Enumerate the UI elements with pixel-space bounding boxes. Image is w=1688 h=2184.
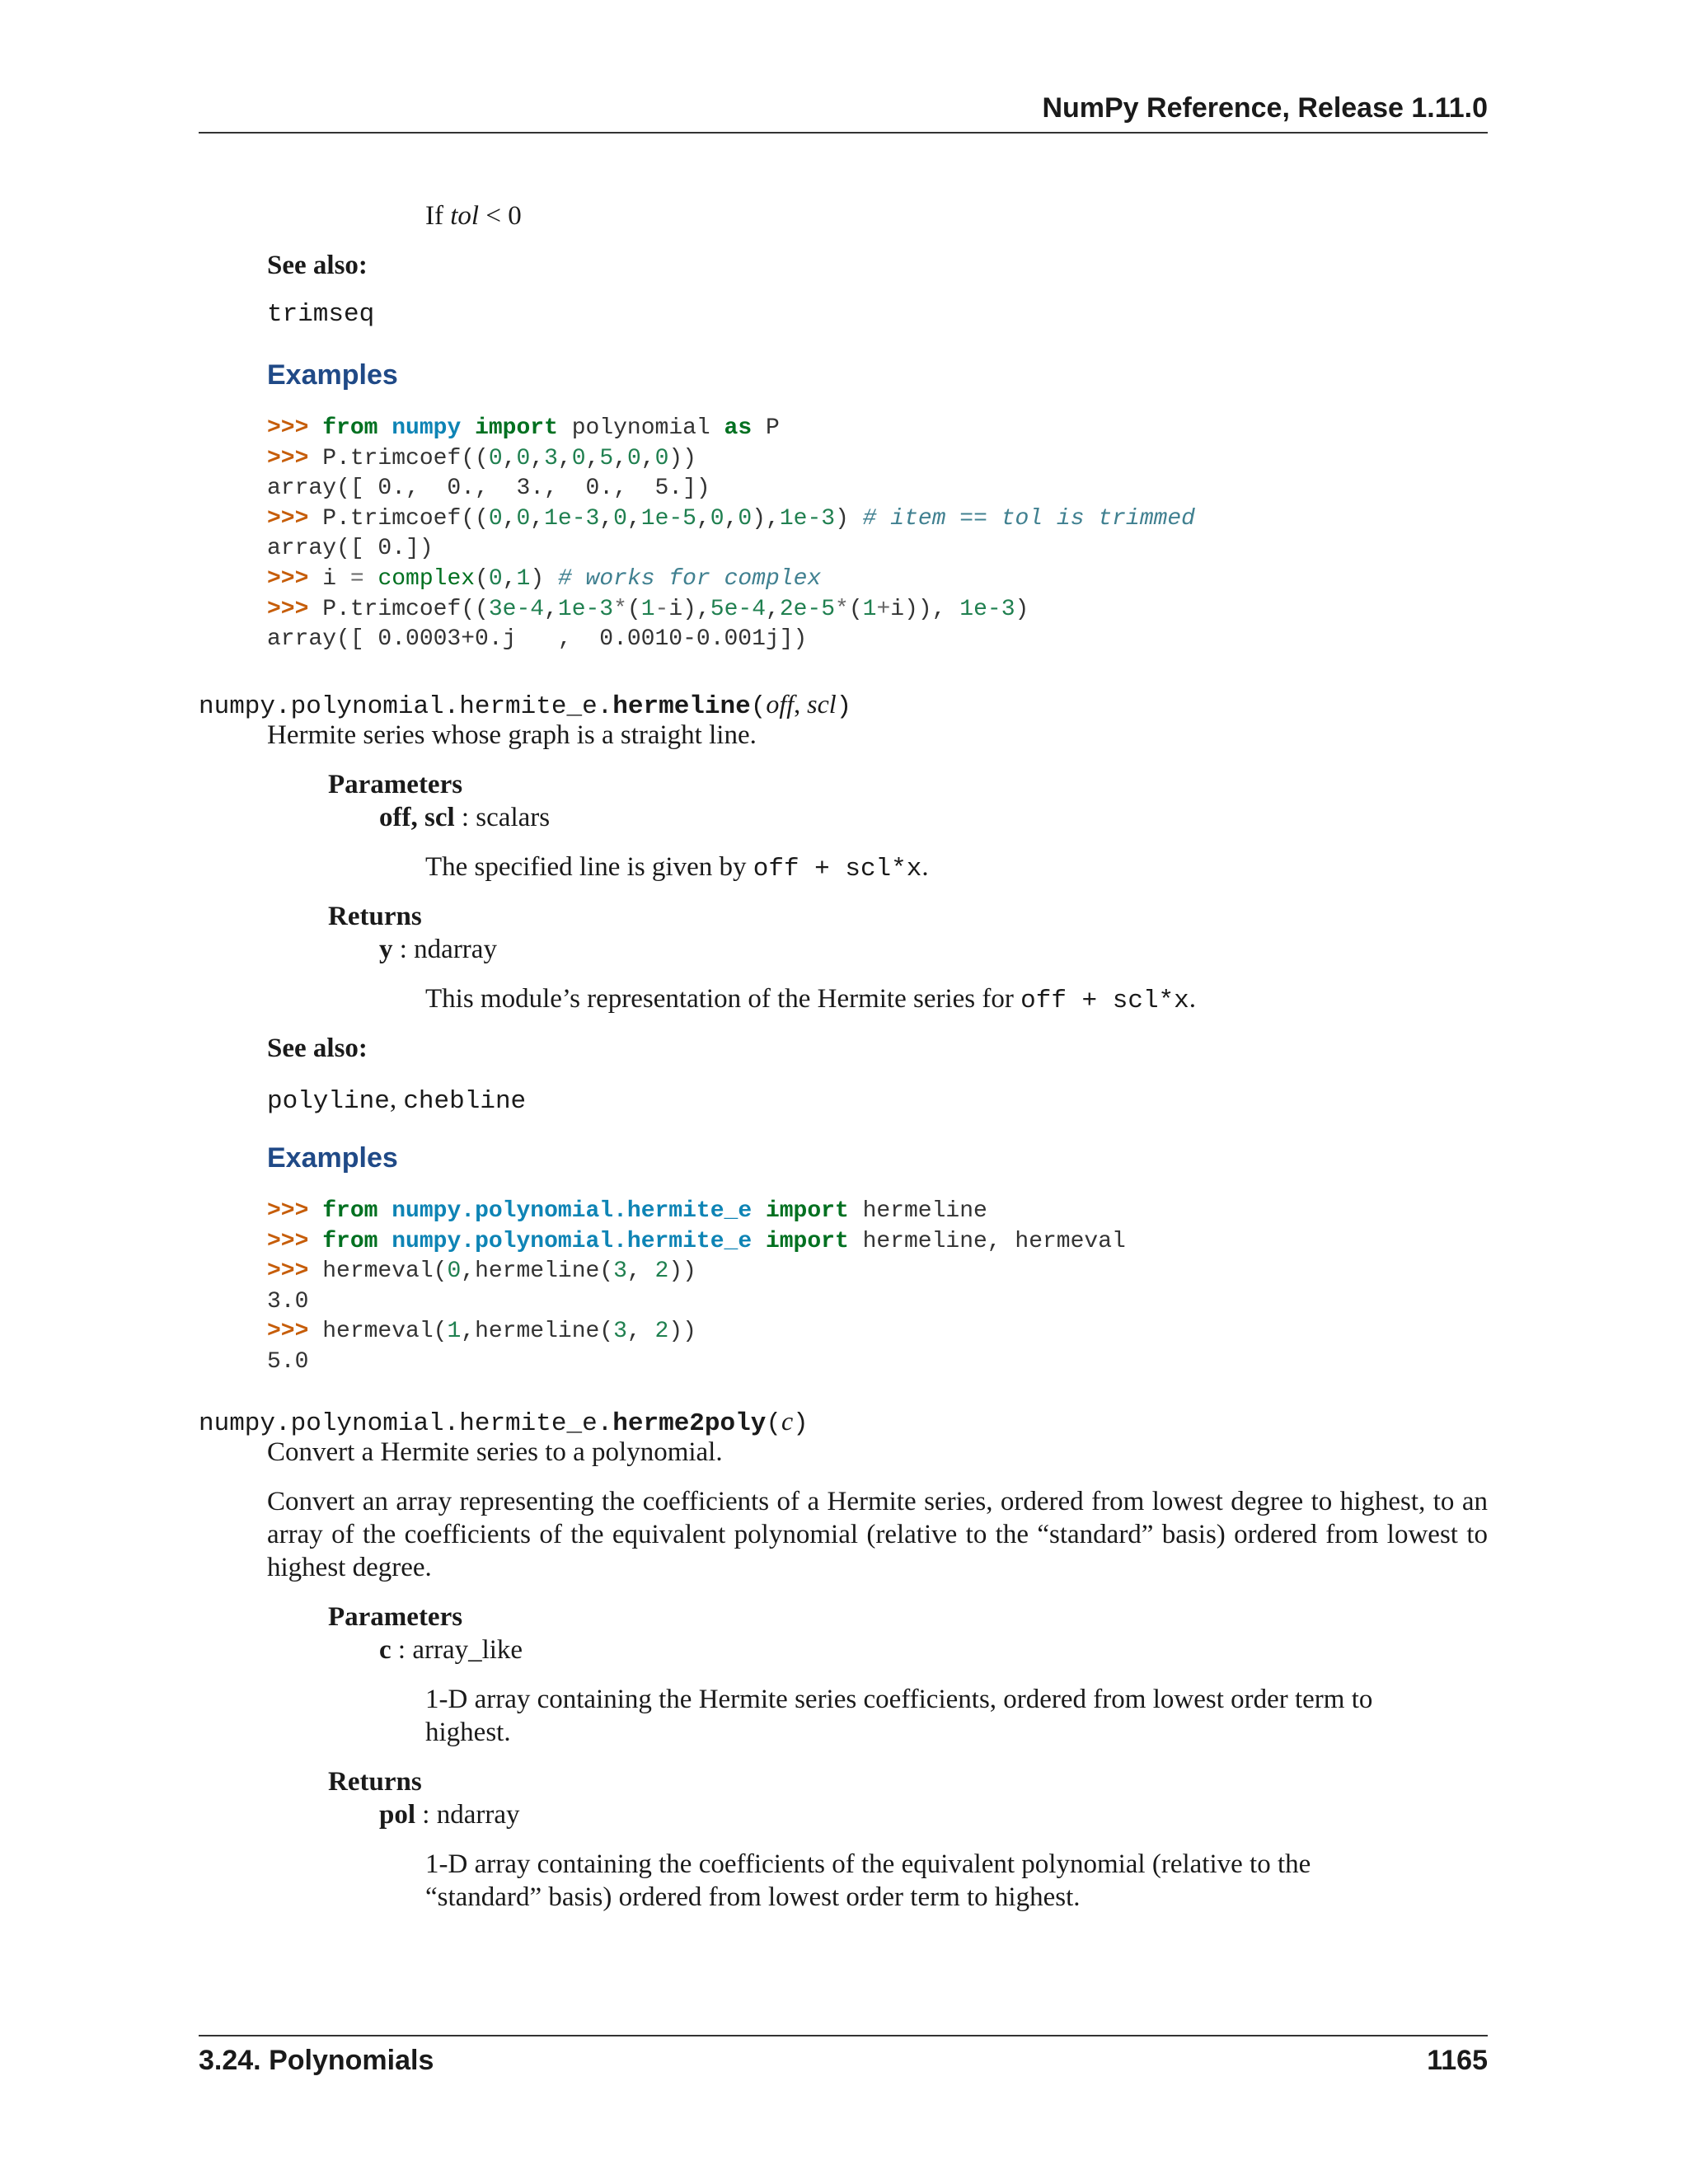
code-token: 1e-3 xyxy=(959,596,1015,622)
code-token: , xyxy=(626,1258,655,1285)
sig-name: herme2poly xyxy=(612,1409,767,1438)
code-line xyxy=(267,1227,1126,1258)
sig-module: numpy.polynomial.hermite_e. xyxy=(199,1409,613,1438)
running-header xyxy=(199,92,1488,134)
sig-paren: ( xyxy=(750,692,767,721)
code-token: , xyxy=(766,596,780,622)
code-token: 0 xyxy=(571,445,586,471)
code-token: , xyxy=(724,505,738,532)
code-line xyxy=(267,595,1195,626)
running-footer xyxy=(199,2035,1488,2078)
code-token: )) xyxy=(668,1258,696,1285)
code-token: )) xyxy=(668,445,697,471)
code-token: 0 xyxy=(710,505,724,532)
code-token: import xyxy=(765,1198,849,1224)
code-token: 5 xyxy=(599,445,614,471)
see-also-link-trimseq[interactable]: trimseq xyxy=(267,300,375,329)
code-token: hermeline xyxy=(848,1198,987,1224)
code-block-trimcoef xyxy=(267,414,1195,655)
code-token: >>> xyxy=(267,596,323,622)
sig-sep: , xyxy=(794,689,808,719)
parameters-label: Parameters xyxy=(328,1602,463,1632)
code-token: >>> xyxy=(267,1228,323,1254)
summary: Hermite series whose graph is a straight line. xyxy=(267,720,757,750)
sig-paren: ) xyxy=(836,692,852,721)
desc-text: . xyxy=(921,852,929,882)
code-token: array([ 0., 0., 3., 0., 5.]) xyxy=(267,476,710,502)
code-line xyxy=(267,1317,1126,1347)
code-token: , xyxy=(613,445,627,471)
param-type: : array_like xyxy=(391,1635,523,1665)
code-token: array([ 0.0003+0.j , 0.0010-0.001j]) xyxy=(267,626,808,653)
sig-arg: off xyxy=(766,689,795,719)
return-name: pol xyxy=(379,1800,416,1830)
param-name: c xyxy=(379,1635,392,1665)
inline-code: off + scl*x xyxy=(1020,987,1189,1015)
code-token: 2e-5 xyxy=(779,596,836,622)
code-token: 0 xyxy=(488,445,503,471)
code-token: from xyxy=(322,415,378,441)
description: Convert an array representing the coefficients of a Hermite series, ordered from lowest degree to highest, to an array of the coefficients of the equivalent polynomial (relative to the “standard” basis) ordered from lowest to highest degree. xyxy=(267,1487,1488,1582)
code-token: array([ 0.]) xyxy=(267,536,434,562)
param-type: : scalars xyxy=(454,803,551,832)
code-token: 0 xyxy=(654,445,669,471)
return-entry xyxy=(379,933,497,966)
code-token: >>> xyxy=(267,565,323,592)
sig-module: numpy.polynomial.hermite_e. xyxy=(199,692,613,721)
code-token: numpy xyxy=(392,415,462,441)
code-token: 3 xyxy=(613,1319,627,1345)
signature-hermeline xyxy=(199,689,851,721)
code-line xyxy=(267,414,1195,444)
code-token: )) xyxy=(668,1319,696,1345)
return-description xyxy=(425,982,1196,1018)
return-description: 1-D array containing the coefficients of the equivalent polynomial (relative to the “standard” basis) ordered from lowest order term to highest. xyxy=(425,1849,1311,1912)
code-token: P.trimcoef(( xyxy=(322,505,489,532)
code-token: 2 xyxy=(654,1258,669,1285)
code-token: 1 xyxy=(862,596,877,622)
code-token xyxy=(377,415,392,441)
code-token: 1e-3 xyxy=(779,505,836,532)
condition-prefix: If xyxy=(425,201,451,231)
code-token: ) xyxy=(530,565,558,592)
code-token: hermeval( xyxy=(322,1319,448,1345)
code-token: 5.0 xyxy=(267,1348,309,1375)
code-line xyxy=(267,534,1195,565)
code-token: , xyxy=(502,505,517,532)
code-token: 0 xyxy=(516,445,531,471)
footer-page-number: 1165 xyxy=(1427,2045,1488,2076)
code-token: i xyxy=(322,565,350,592)
param-entry xyxy=(379,801,550,834)
code-token: * xyxy=(835,596,849,622)
sig-paren: ) xyxy=(793,1409,809,1438)
code-line xyxy=(267,504,1195,535)
sig-paren: ( xyxy=(766,1409,781,1438)
inline-code: off + scl*x xyxy=(753,855,922,883)
examples-heading: Examples xyxy=(267,359,398,391)
code-token: 1 xyxy=(516,565,531,592)
code-token: 0 xyxy=(613,505,627,532)
code-token: >>> xyxy=(267,1319,323,1345)
raises-condition xyxy=(425,199,522,232)
code-token: ( xyxy=(475,565,489,592)
code-token: >>> xyxy=(267,505,323,532)
sig-arg: c xyxy=(781,1406,794,1436)
code-line xyxy=(267,565,1195,595)
param-name: off, scl xyxy=(379,803,455,832)
code-token: # works for complex xyxy=(557,565,822,592)
code-token: 5e-4 xyxy=(710,596,766,622)
code-token: 0 xyxy=(626,445,641,471)
see-also-label: See also: xyxy=(267,1033,368,1063)
sig-name: hermeline xyxy=(612,692,751,721)
code-token: 0 xyxy=(738,505,753,532)
code-token: 3 xyxy=(544,445,558,471)
code-token xyxy=(377,1198,392,1224)
code-token: - xyxy=(654,596,669,622)
code-token: 3 xyxy=(613,1258,627,1285)
code-token: i), xyxy=(668,596,710,622)
code-token: from xyxy=(322,1228,378,1254)
code-token: ( xyxy=(848,596,863,622)
code-line xyxy=(267,444,1195,475)
code-token xyxy=(461,415,475,441)
code-token: from xyxy=(322,1198,378,1224)
code-line xyxy=(267,1197,1126,1227)
code-token: , xyxy=(544,596,558,622)
see-also-link-chebline[interactable]: chebline xyxy=(403,1087,527,1116)
code-token: >>> xyxy=(267,445,323,471)
code-line xyxy=(267,474,1195,504)
code-token: >>> xyxy=(267,1198,323,1224)
see-also-sep: , xyxy=(389,1085,404,1114)
code-token: P xyxy=(752,415,780,441)
code-token: i)), xyxy=(890,596,960,622)
see-also-link-polyline[interactable]: polyline xyxy=(267,1087,390,1116)
param-description xyxy=(425,851,929,886)
code-token: 2 xyxy=(654,1319,669,1345)
code-token: 0 xyxy=(516,505,531,532)
summary: Convert a Hermite series to a polynomial. xyxy=(267,1437,723,1467)
return-type: : ndarray xyxy=(415,1800,520,1830)
return-name: y xyxy=(379,935,393,964)
code-token: 0 xyxy=(447,1258,462,1285)
code-block-hermeline xyxy=(267,1197,1126,1378)
code-token: >>> xyxy=(267,1258,323,1285)
code-token: , xyxy=(696,505,710,532)
see-also-label: See also: xyxy=(267,251,368,280)
code-token: , xyxy=(502,565,517,592)
code-token: # item == tol is trimmed xyxy=(862,505,1195,532)
signature-herme2poly xyxy=(199,1406,809,1438)
code-line xyxy=(267,625,1195,655)
code-token: import xyxy=(765,1228,849,1254)
code-token: , xyxy=(626,1319,655,1345)
code-line xyxy=(267,1257,1126,1287)
code-token: hermeline, hermeval xyxy=(848,1228,1126,1254)
code-token: polynomial xyxy=(557,415,724,441)
code-token: = xyxy=(349,565,364,592)
code-token: , xyxy=(640,445,655,471)
code-token: import xyxy=(475,415,558,441)
code-token: ,hermeline( xyxy=(461,1319,614,1345)
code-token: * xyxy=(613,596,627,622)
footer-section: 3.24. Polynomials xyxy=(199,2045,434,2076)
code-token: 3.0 xyxy=(267,1288,309,1315)
code-token: ,hermeline( xyxy=(461,1258,614,1285)
code-token: as xyxy=(724,415,753,441)
code-line xyxy=(267,1347,1126,1378)
code-token: 1e-5 xyxy=(640,505,696,532)
desc-text: . xyxy=(1189,984,1197,1014)
returns-label: Returns xyxy=(328,902,422,931)
code-token: 1 xyxy=(447,1319,462,1345)
code-token: P.trimcoef(( xyxy=(322,445,489,471)
code-token xyxy=(364,566,378,592)
code-token: , xyxy=(557,445,572,471)
code-token xyxy=(752,1198,766,1224)
code-line xyxy=(267,1287,1126,1318)
desc-text: This module’s representation of the Hermite series for xyxy=(425,984,1021,1014)
code-token: ), xyxy=(752,505,780,532)
code-token: 1e-3 xyxy=(544,505,600,532)
desc-text: The specified line is given by xyxy=(425,852,753,882)
code-token: 1e-3 xyxy=(557,596,614,622)
code-token xyxy=(377,1229,392,1254)
code-token: hermeval( xyxy=(322,1258,448,1285)
code-token: , xyxy=(530,445,545,471)
code-token: 0 xyxy=(488,565,503,592)
code-token: numpy.polynomial.hermite_e xyxy=(392,1228,753,1254)
condition-suffix: < 0 xyxy=(479,201,522,231)
parameters-label: Parameters xyxy=(328,770,463,799)
code-token: numpy.polynomial.hermite_e xyxy=(392,1198,753,1224)
return-entry xyxy=(379,1798,519,1831)
code-token: , xyxy=(626,505,641,532)
code-token xyxy=(752,1229,766,1254)
header-title: NumPy Reference, Release 1.11.0 xyxy=(1042,92,1488,124)
examples-heading: Examples xyxy=(267,1142,398,1174)
code-token: P.trimcoef(( xyxy=(322,596,489,622)
condition-var: tol xyxy=(450,201,480,231)
code-token: ( xyxy=(626,596,641,622)
code-token: >>> xyxy=(267,415,323,441)
code-token: , xyxy=(585,445,600,471)
code-token: 0 xyxy=(488,505,503,532)
code-token: , xyxy=(599,505,614,532)
sig-arg: scl xyxy=(807,689,837,719)
code-token: , xyxy=(530,505,545,532)
returns-label: Returns xyxy=(328,1767,422,1797)
code-token: 1 xyxy=(640,596,655,622)
code-token: 3e-4 xyxy=(488,596,545,622)
code-token: ) xyxy=(1015,596,1029,622)
param-entry xyxy=(379,1633,523,1666)
return-type: : ndarray xyxy=(392,935,497,964)
code-token: complex xyxy=(377,565,476,592)
see-also-links xyxy=(267,1083,526,1118)
code-token: + xyxy=(876,596,891,622)
code-token: ) xyxy=(835,505,863,532)
code-token: , xyxy=(502,445,517,471)
param-description: 1-D array containing the Hermite series coefficients, ordered from lowest order term to highest. xyxy=(425,1685,1373,1747)
